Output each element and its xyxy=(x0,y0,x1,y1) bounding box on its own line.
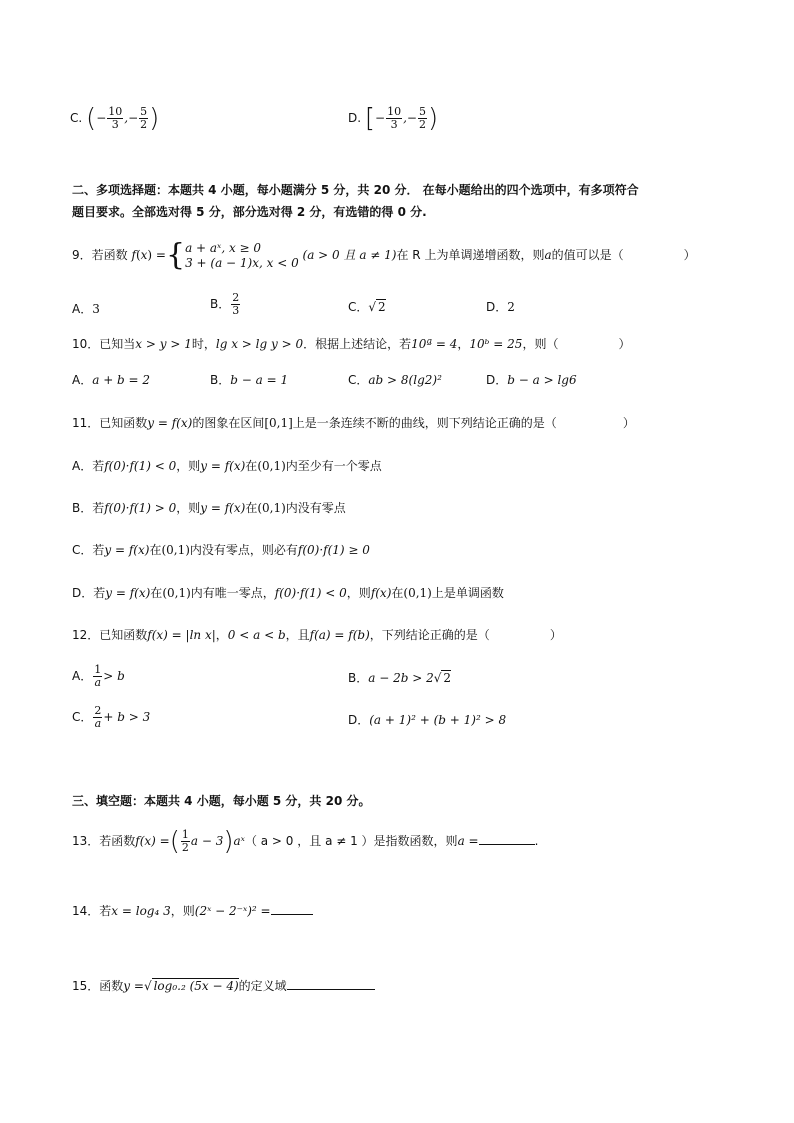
q9-condition: (a > 0 且 a ≠ 1) xyxy=(302,248,397,262)
q9-option-b[interactable]: B． $\frac{2}{3}$ xyxy=(210,291,240,317)
q9-option-c[interactable]: C．√ 2 xyxy=(348,300,386,314)
q10-option-a[interactable]: A．a + b = 2 xyxy=(72,373,151,387)
q8-option-d[interactable]: D. [− $\frac{10}{3}$ ,− $\frac{5}{2}$ ) xyxy=(348,103,439,134)
q12-option-b[interactable]: B．a − 2b > 2√ 2 xyxy=(348,671,452,685)
q10-option-c[interactable]: C．ab > 8(lg2)² xyxy=(348,373,442,387)
section3-title: 三、填空题：本题共 4 小题，每小题 5 分，共 20 分。 xyxy=(72,794,371,808)
q8-d-close: ) xyxy=(427,103,439,134)
q11-stem: 11．已知函数y = f(x)的图象在区间[0,1]上是一条连续不断的曲线，则下列结论正确的是（ ） xyxy=(72,416,635,430)
q9-option-d[interactable]: D．2 xyxy=(486,300,515,314)
q8-d-frac1: $\frac{10}{3}$ xyxy=(387,105,402,131)
q14-answer-blank[interactable] xyxy=(271,903,313,915)
q8-c-frac2: $\frac{5}{2}$ xyxy=(140,105,148,131)
q8-c-label: C. xyxy=(70,111,83,125)
q10-option-d[interactable]: D．b − a > lg6 xyxy=(486,373,577,387)
q12-option-d[interactable]: D．(a + 1)² + (b + 1)² > 8 xyxy=(348,713,507,727)
q9-options xyxy=(72,299,100,319)
q8-c-frac1: $\frac{10}{3}$ xyxy=(108,105,123,131)
section2-line1: 二、多项选择题：本题共 4 小题，每小题满分 5 分，共 20 分． 在每小题给出的四个选项中，有多项符合 xyxy=(72,183,639,197)
q11-option-b[interactable]: B．若f(0)·f(1) > 0，则y = f(x)在(0,1)内没有零点 xyxy=(72,501,346,515)
q11-option-a[interactable]: A．若f(0)·f(1) < 0，则y = f(x)在(0,1)内至少有一个零点 xyxy=(72,459,382,473)
q13-stem: 13．若函数f(x) =( $\frac{1}{2}$ a − 3)aˣ（ a > 0 ，且 a ≠ 1 ）是指数函数，则a = . xyxy=(72,826,539,857)
q12-option-c[interactable]: C． $\frac{2}{a}$ + b > 3 xyxy=(72,704,151,730)
q11-option-c[interactable]: C．若y = f(x)在(0,1)内没有零点，则必有f(0)·f(1) ≥ 0 xyxy=(72,543,370,557)
q8-d-frac2: $\frac{5}{2}$ xyxy=(418,105,426,131)
q12-option-a[interactable]: A． $\frac{1}{a}$ > b xyxy=(72,663,125,689)
q14-stem: 14．若x = log₄ 3，则(2ˣ − 2⁻ˣ)² = xyxy=(72,903,313,919)
q10-option-b[interactable]: B．b − a = 1 xyxy=(210,373,289,387)
q15-stem: 15．函数y =√ log₀.₂ (5x − 4)的定义域 xyxy=(72,978,375,994)
q15-answer-blank[interactable] xyxy=(287,978,375,990)
q8-d-label: D. xyxy=(348,111,362,125)
q12-stem: 12．已知函数f(x) = |ln x|，0 < a < b，且f(a) = f(b)，下列结论正确的是（ ） xyxy=(72,628,562,642)
section2-line2: 题目要求。全部选对得 5 分，部分选对得 2 分，有选错的得 0 分. xyxy=(72,205,427,219)
q9-piecewise: a + aˣ, x ≥ 0 3 + (a − 1)x, x < 0 xyxy=(185,240,299,270)
q9-stem: 9．若函数 f(x) ={ a + aˣ, x ≥ 0 3 + (a − 1)x, x < 0 (a > 0 且 a ≠ 1)在 R 上为单调递增函数，则a的值可以是（ ） xyxy=(72,237,696,273)
q8-c-close: ) xyxy=(149,103,160,134)
q10-stem: 10．已知当x > y > 1时，lg x > lg y > 0．根据上述结论，若10ª = 4，10ᵇ = 25，则（ ） xyxy=(72,337,631,351)
q11-option-d[interactable]: D．若y = f(x)在(0,1)内有唯一零点，f(0)·f(1) < 0，则f(x)在(0,1)上是单调函数 xyxy=(72,586,504,600)
q13-answer-blank[interactable] xyxy=(479,833,535,845)
q8-d-open: [ xyxy=(364,103,376,134)
q8-c-open: ( xyxy=(86,103,97,134)
q8-option-c[interactable]: C. (− $\frac{10}{3}$ ,− $\frac{5}{2}$ ) xyxy=(70,103,160,134)
q9-option-a[interactable]: A．3 xyxy=(72,302,100,316)
